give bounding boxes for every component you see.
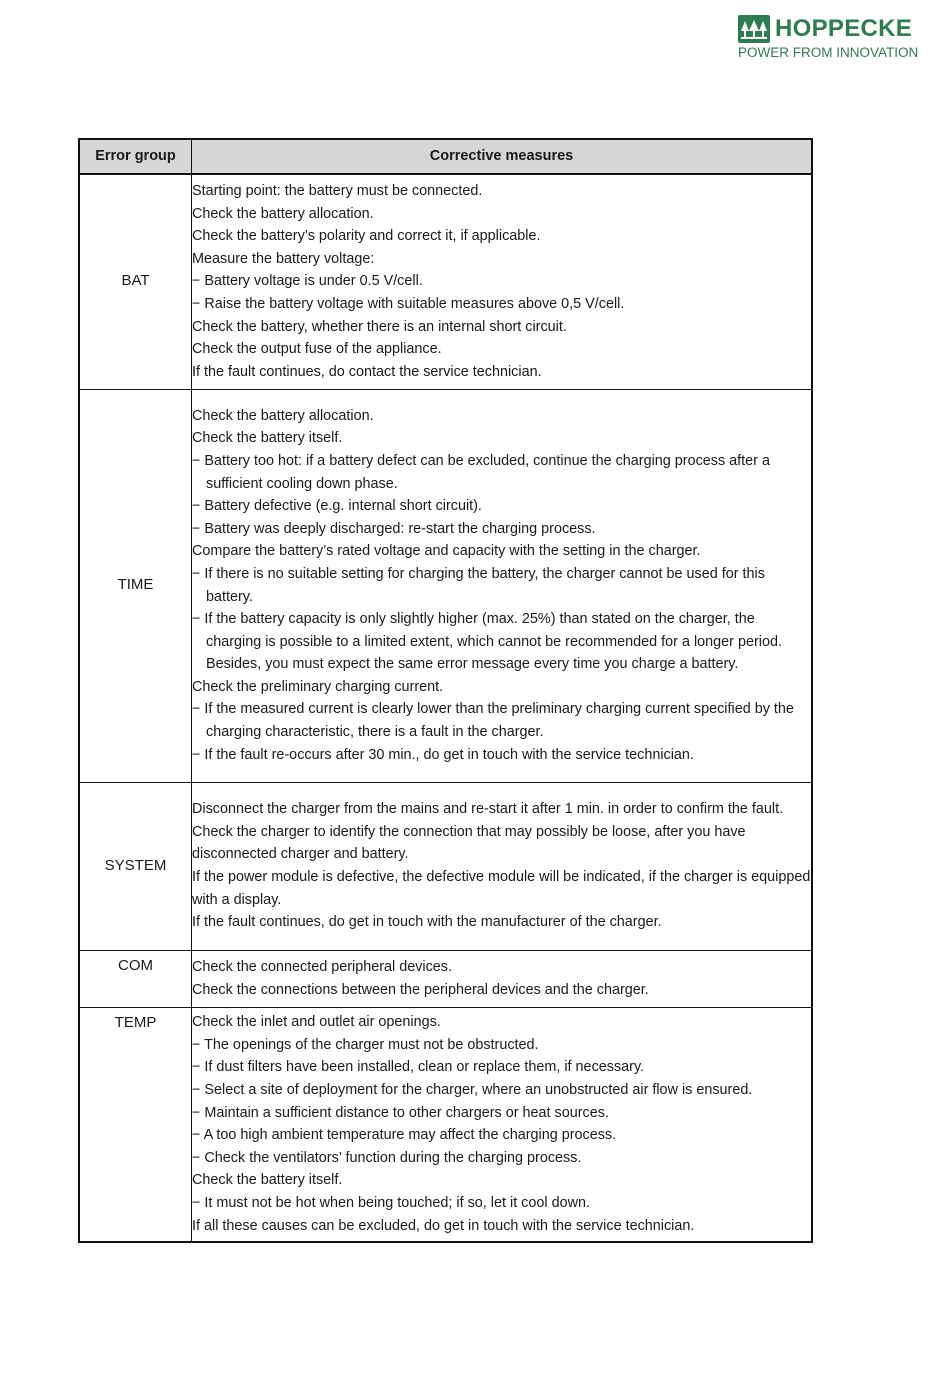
table-row-bat xyxy=(79,174,812,389)
measure-line: Check the connections between the peripheral devices and the charger. xyxy=(192,981,649,998)
measure-line: If the power module is defective, the defective module will be indicated, if the charger is equipped with a display. xyxy=(192,869,811,908)
measure-line: − Check the ventilators’ function during the charging process. xyxy=(192,1149,582,1166)
error-group-cell: SYSTEM xyxy=(79,782,192,950)
measure-line: Check the inlet and outlet air openings. xyxy=(192,1014,441,1031)
measure-line: Check the battery itself. xyxy=(192,1172,343,1189)
corrective-measures-cell xyxy=(192,174,813,389)
header-corrective-measures: Corrective measures xyxy=(192,139,813,174)
header-error-group: Error group xyxy=(79,139,192,174)
measure-line: − If the fault re-occurs after 30 min., do get in touch with the service technician. xyxy=(192,746,694,763)
logo-slogan: POWER FROM INNOVATION xyxy=(738,45,919,60)
table-row-time xyxy=(79,389,812,782)
table-row-temp xyxy=(79,1007,812,1242)
measure-line: Check the connected peripheral devices. xyxy=(192,958,452,975)
measure-line: − If the measured current is clearly lower than the preliminary charging current specified by the charging characteristic, there is a fault in the charger. xyxy=(192,701,794,741)
measure-line: If the fault continues, do get in touch with the manufacturer of the charger. xyxy=(192,914,662,931)
measure-line: − Battery defective (e.g. internal short circuit). xyxy=(192,498,482,515)
measure-line: If all these causes can be excluded, do get in touch with the service technician. xyxy=(192,1217,695,1234)
error-group-cell: COM xyxy=(79,950,192,1007)
measure-line: − Battery voltage is under 0.5 V/cell. xyxy=(192,273,423,290)
measure-line: − Select a site of deployment for the charger, where an unobstructed air flow is ensured. xyxy=(192,1082,753,1099)
corrective-measures-cell xyxy=(192,950,813,1007)
measure-line: − A too high ambient temperature may affect the charging process. xyxy=(192,1127,617,1144)
measure-line: − Battery too hot: if a battery defect can be excluded, continue the charging process after a sufficient cooling down phase. xyxy=(192,452,770,492)
measure-line: − If dust filters have been installed, clean or replace them, if necessary. xyxy=(192,1059,645,1076)
measure-line: − If the battery capacity is only slightly higher (max. 25%) than stated on the charger, the charging is possible to a limited extent, which cannot be recommended for a longer period. Besides, you must expect the same error message every time you charge a battery. xyxy=(192,611,782,673)
measure-line: − Maintain a sufficient distance to other chargers or heat sources. xyxy=(192,1104,609,1121)
error-group-cell: BAT xyxy=(79,174,192,389)
error-table xyxy=(78,138,813,1243)
measure-line: − Raise the battery voltage with suitable measures above 0,5 V/cell. xyxy=(192,296,625,313)
error-group-cell: TIME xyxy=(79,389,192,782)
measure-line: − It must not be hot when being touched; if so, let it cool down. xyxy=(192,1195,590,1212)
measure-line: Compare the battery’s rated voltage and capacity with the setting in the charger. xyxy=(192,543,701,560)
corrective-measures-cell xyxy=(192,1007,813,1242)
measure-line: Starting point: the battery must be connected. xyxy=(192,183,483,200)
measure-line: Check the preliminary charging current. xyxy=(192,678,444,695)
table-header-row xyxy=(79,139,812,174)
hoppecke-trees-icon xyxy=(738,15,770,43)
corrective-measures-cell xyxy=(192,782,813,950)
measure-line: Check the battery allocation. xyxy=(192,205,374,222)
table-row-com xyxy=(79,950,812,1007)
measure-line: Check the battery allocation. xyxy=(192,407,374,424)
hoppecke-logo xyxy=(738,14,933,61)
measure-line: Check the battery itself. xyxy=(192,430,343,447)
table-row-system xyxy=(79,782,812,950)
error-group-cell: TEMP xyxy=(79,1007,192,1242)
measure-line: − The openings of the charger must not be obstructed. xyxy=(192,1036,539,1053)
measure-line: Check the charger to identify the connection that may possibly be loose, after you have disconnected charger and battery. xyxy=(192,823,746,863)
measure-line: Measure the battery voltage: xyxy=(192,250,375,267)
measure-line: If the fault continues, do contact the service technician. xyxy=(192,363,542,380)
measure-line: Check the battery’s polarity and correct it, if applicable. xyxy=(192,228,541,245)
measure-line: Check the output fuse of the appliance. xyxy=(192,341,442,358)
measure-line: − Battery was deeply discharged: re-start the charging process. xyxy=(192,520,596,537)
measure-line: Check the battery, whether there is an internal short circuit. xyxy=(192,318,567,335)
logo-name: HOPPECKE xyxy=(775,15,913,42)
corrective-measures-cell xyxy=(192,389,813,782)
measure-line: Disconnect the charger from the mains and re-start it after 1 min. in order to confirm the fault. xyxy=(192,801,784,818)
measure-line: − If there is no suitable setting for charging the battery, the charger cannot be used for this battery. xyxy=(192,565,765,605)
